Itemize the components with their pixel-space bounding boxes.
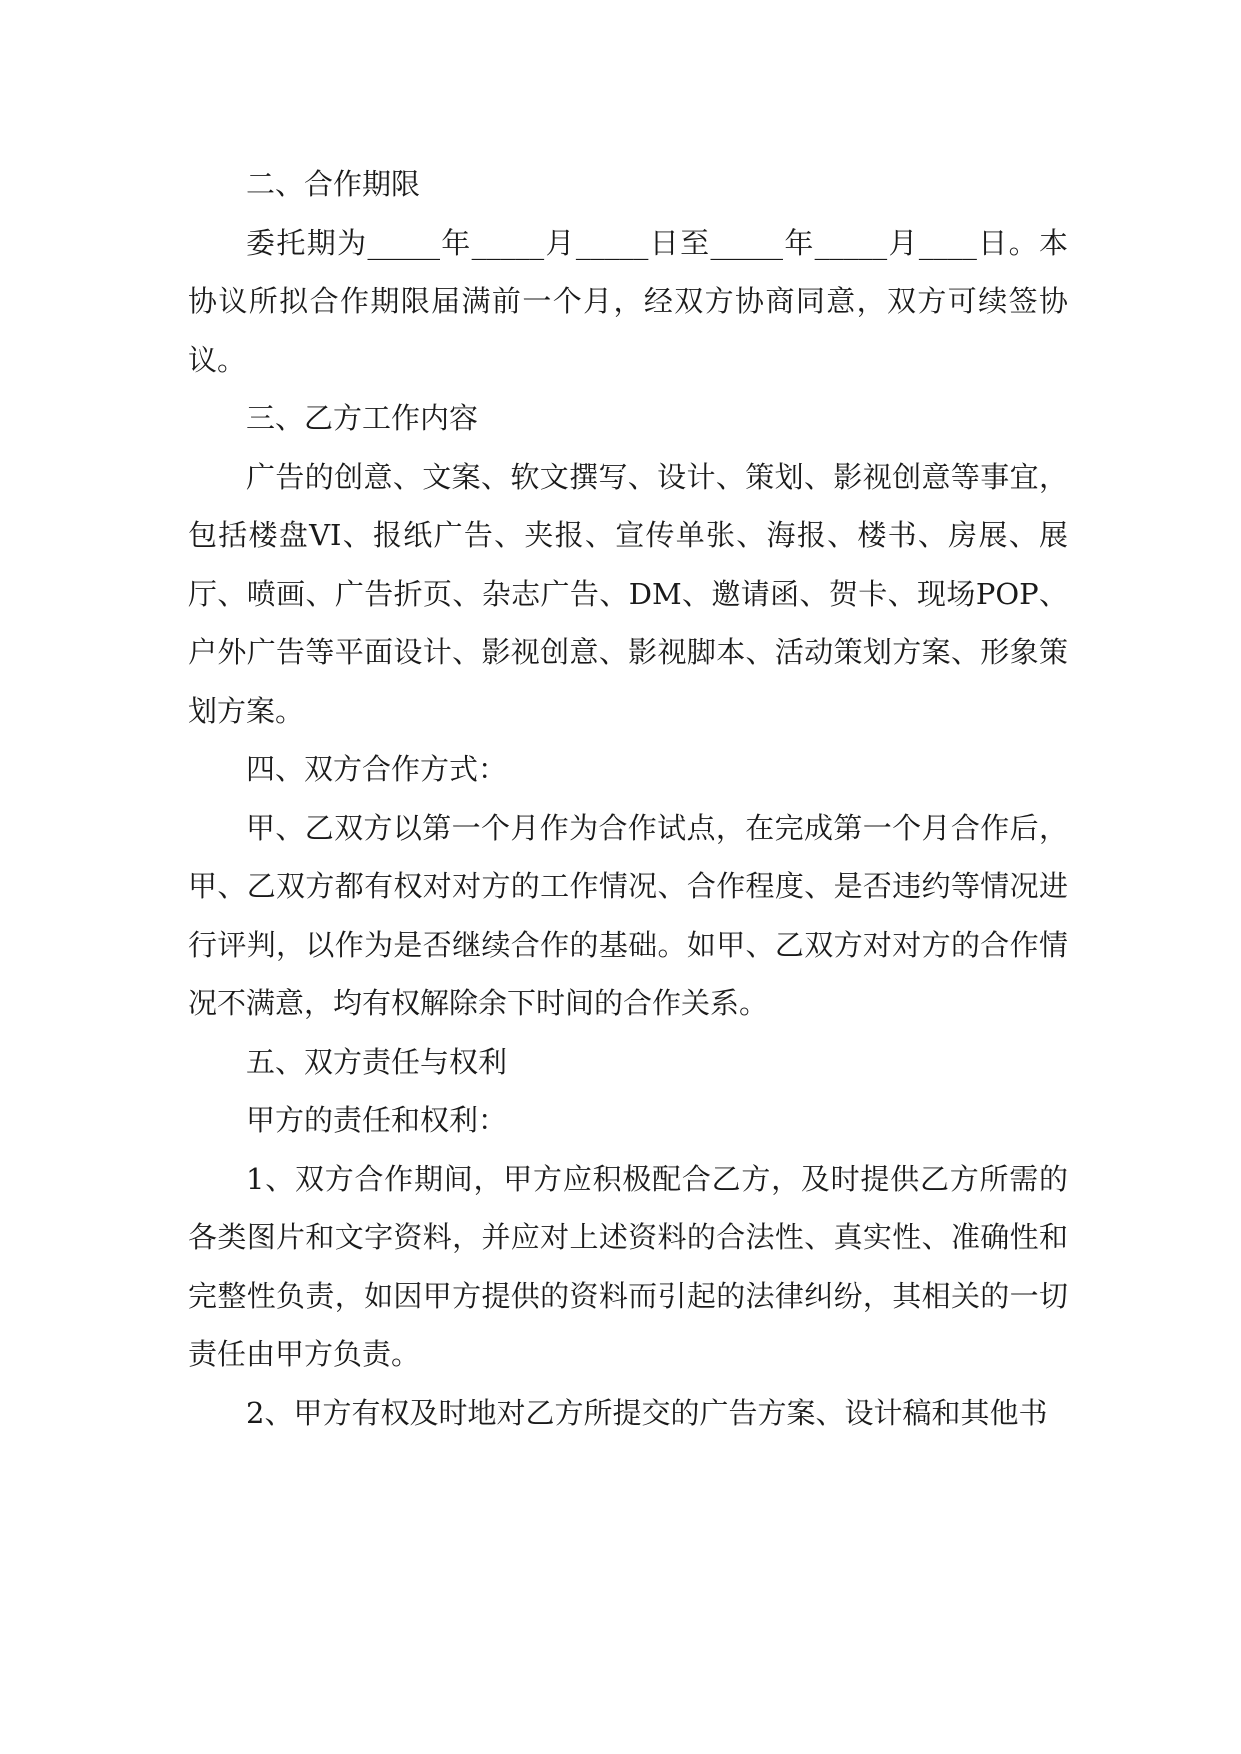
- subheading-party-a-rights: 甲方的责任和权利：: [246, 1103, 508, 1137]
- document-body: [188, 155, 1068, 1442]
- paragraph-work-content: 广告的创意、文案、软文撰写、设计、策划、影视创意等事宜，包括楼盘VI、报纸广告、夹报、宣传单张、海报、楼书、房展、展厅、喷画、广告折页、杂志广告、DM、邀请函、贺卡、现场POP、户外广告等平面设计、影视创意、影视脚本、活动策划方案、形象策划方案。: [188, 459, 1068, 728]
- section-heading-cooperation-mode: 四、双方合作方式：: [246, 752, 508, 786]
- paragraph-clause-2: 2、甲方有权及时地对乙方所提交的广告方案、设计稿和其他书: [246, 1395, 1048, 1430]
- paragraph-clause-1: 1、双方合作期间，甲方应积极配合乙方，及时提供乙方所需的各类图片和文字资料，并应对上述资料的合法性、真实性、准确性和完整性负责，如因甲方提供的资料而引起的法律纠纷，其相关的一切责任由甲方负责。: [188, 1161, 1068, 1371]
- section-heading-responsibilities: 五、双方责任与权利: [246, 1044, 508, 1079]
- section-heading-cooperation-term: 二、合作期限: [246, 167, 421, 201]
- section-heading-party-b-work: 三、乙方工作内容: [246, 401, 479, 435]
- paragraph-term-dates: 委托期为_____年_____月_____日至_____年_____月____日。本协议所拟合作期限届满前一个月，经双方协商同意，双方可续签协议。: [188, 225, 1068, 377]
- paragraph-cooperation-mode: 甲、乙双方以第一个月作为合作试点，在完成第一个月合作后，甲、乙双方都有权对对方的工作情况、合作程度、是否违约等情况进行评判，以作为是否继续合作的基础。如甲、乙双方对对方的合作情况不满意，均有权解除余下时间的合作关系。: [188, 810, 1068, 1020]
